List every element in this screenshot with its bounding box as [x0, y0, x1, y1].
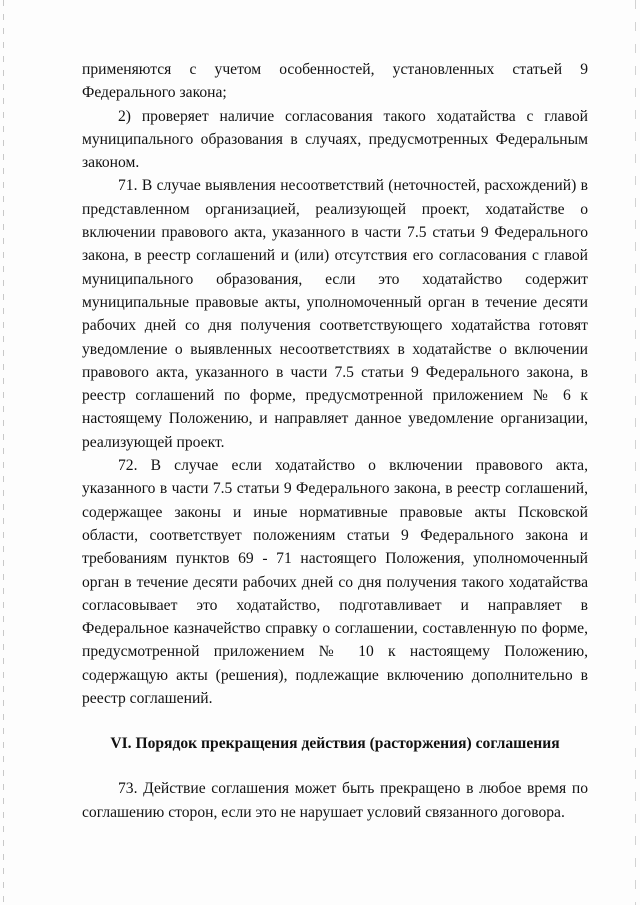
paragraph-continuation: применяются с учетом особенностей, установленных статьей 9 Федерального закона; — [82, 61, 588, 102]
paragraph-71: 71. В случае выявления несоответствий (неточностей, расхождений) в представленном организацией, реализующей проект, ходатайстве о включении правового акта, указанного в части 7.5 статьи 9 Федерального закона, в реестр соглашений и (или) отсутствия его согласования с главой муниципального образования, если это ходатайство содержит муниципальные правовые акты, уполномоченный орган в течение десяти рабочих дней со дня получения соответствующего ходатайства готовят уведомление о выявленных несоответствиях в ходатайстве о включении правового акта, указанного в части 7.5 статьи 9 Федерального закона, в реестр соглашений по форме, предусмотренной приложением № 6 к настоящему Положению, и направляет данное уведомление организации, реализующей проект. — [82, 177, 588, 451]
paragraph-item-2: 2) проверяет наличие согласования такого ходатайства с главой муниципального образования в случаях, предусмотренных Федеральным законом. — [82, 107, 588, 172]
paragraph-72: 72. В случае если ходатайство о включении правового акта, указанного в части 7.5 статьи 9 Федерального закона, в реестр соглашений, содержащее законы и иные нормативные правовые акты Псковской области, соответствует положениям статьи 9 Федерального закона и требованиям пунктов 69 - 71 настоящего Положения, уполномоченный орган в течение десяти рабочих дней со дня получения такого ходатайства согласовывает это ходатайство, подготавливает и направляет в Федеральное казначейство справку о соглашении, составленную по форме, предусмотренной приложением № 10 к настоящему Положению, содержащую акты (решения), подлежащие включению дополнительно в реестр соглашений. — [82, 457, 588, 708]
scan-edge-right — [635, 0, 636, 905]
document-body — [82, 58, 588, 824]
paragraph-73: 73. Действие соглашения может быть прекращено в любое время по соглашению сторон, если это не нарушает условий связанного договора. — [82, 780, 588, 821]
scan-edge-left — [3, 0, 4, 905]
section-heading: VI. Порядок прекращения действия (расторжения) соглашения — [110, 735, 560, 753]
